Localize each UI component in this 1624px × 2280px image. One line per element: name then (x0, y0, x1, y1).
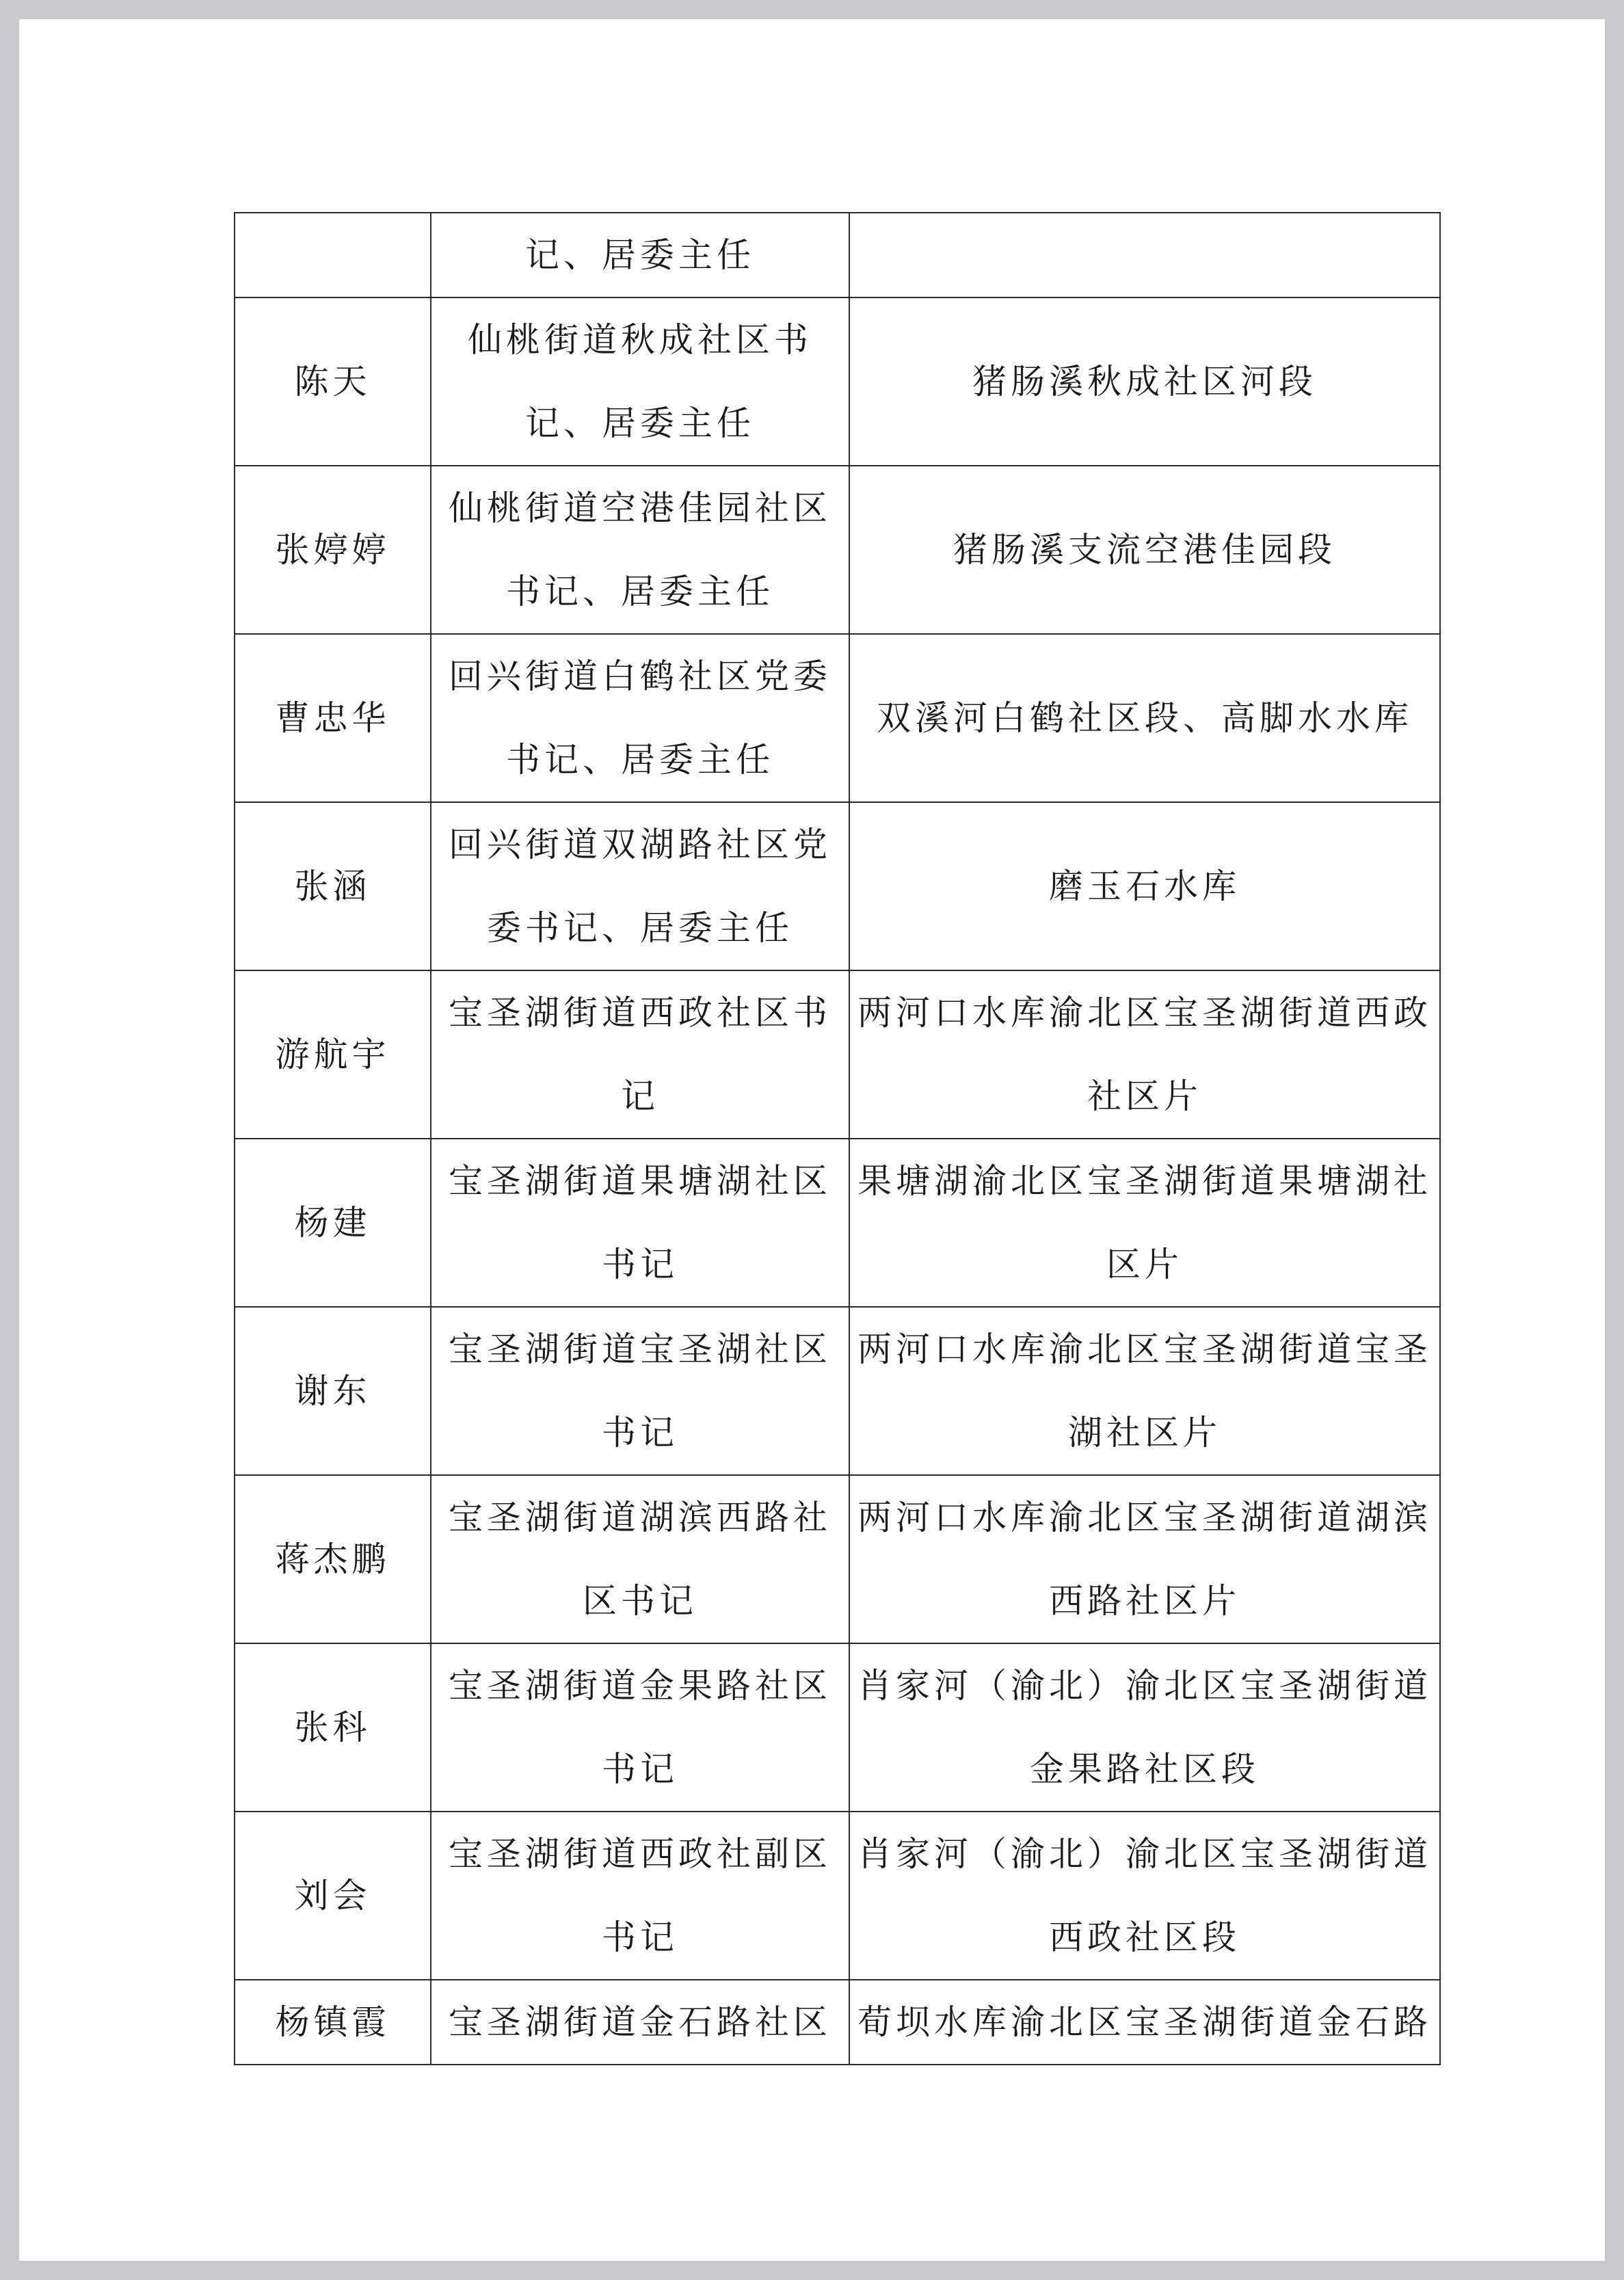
river-section-cell: 肖家河（渝北）渝北区宝圣湖街道西政社区段 (849, 1812, 1440, 1980)
document-page (19, 19, 1605, 2261)
river-section-cell: 磨玉石水库 (849, 802, 1440, 970)
position-cell: 宝圣湖街道湖滨西路社区书记 (431, 1475, 849, 1643)
table-row (235, 1643, 1440, 1812)
river-section-cell: 双溪河白鹤社区段、高脚水水库 (849, 634, 1440, 802)
table-row (235, 1475, 1440, 1643)
river-section-cell (849, 213, 1440, 297)
river-section-cell: 荀坝水库渝北区宝圣湖街道金石路 (849, 1980, 1440, 2065)
river-section-cell: 两河口水库渝北区宝圣湖街道宝圣湖社区片 (849, 1307, 1440, 1475)
table-row (235, 297, 1440, 466)
river-section-cell: 两河口水库渝北区宝圣湖街道湖滨西路社区片 (849, 1475, 1440, 1643)
name-cell: 曹忠华 (235, 634, 431, 802)
name-cell: 游航宇 (235, 970, 431, 1139)
position-cell: 回兴街道双湖路社区党委书记、居委主任 (431, 802, 849, 970)
table-row (235, 1812, 1440, 1980)
position-cell: 宝圣湖街道西政社副区书记 (431, 1812, 849, 1980)
position-cell: 宝圣湖街道金石路社区 (431, 1980, 849, 2065)
position-cell: 宝圣湖街道金果路社区书记 (431, 1643, 849, 1812)
position-cell: 记、居委主任 (431, 213, 849, 297)
river-section-cell: 猪肠溪秋成社区河段 (849, 297, 1440, 466)
table-row (235, 802, 1440, 970)
name-cell: 张涵 (235, 802, 431, 970)
river-section-cell: 果塘湖渝北区宝圣湖街道果塘湖社区片 (849, 1139, 1440, 1307)
table-row (235, 634, 1440, 802)
name-cell: 杨建 (235, 1139, 431, 1307)
position-cell: 宝圣湖街道西政社区书记 (431, 970, 849, 1139)
river-chief-table (234, 212, 1441, 2065)
river-section-cell: 两河口水库渝北区宝圣湖街道西政社区片 (849, 970, 1440, 1139)
name-cell: 张婷婷 (235, 466, 431, 634)
table-row (235, 213, 1440, 297)
position-cell: 宝圣湖街道果塘湖社区书记 (431, 1139, 849, 1307)
name-cell: 陈天 (235, 297, 431, 466)
table-row (235, 1307, 1440, 1475)
position-cell: 宝圣湖街道宝圣湖社区书记 (431, 1307, 849, 1475)
name-cell (235, 213, 431, 297)
position-cell: 回兴街道白鹤社区党委书记、居委主任 (431, 634, 849, 802)
position-cell: 仙桃街道秋成社区书记、居委主任 (431, 297, 849, 466)
table-row (235, 466, 1440, 634)
position-cell: 仙桃街道空港佳园社区书记、居委主任 (431, 466, 849, 634)
river-section-cell: 肖家河（渝北）渝北区宝圣湖街道金果路社区段 (849, 1643, 1440, 1812)
river-section-cell: 猪肠溪支流空港佳园段 (849, 466, 1440, 634)
name-cell: 杨镇霞 (235, 1980, 431, 2065)
name-cell: 谢东 (235, 1307, 431, 1475)
table-row (235, 1980, 1440, 2065)
table-row (235, 1139, 1440, 1307)
name-cell: 蒋杰鹏 (235, 1475, 431, 1643)
name-cell: 刘会 (235, 1812, 431, 1980)
table-row (235, 970, 1440, 1139)
name-cell: 张科 (235, 1643, 431, 1812)
